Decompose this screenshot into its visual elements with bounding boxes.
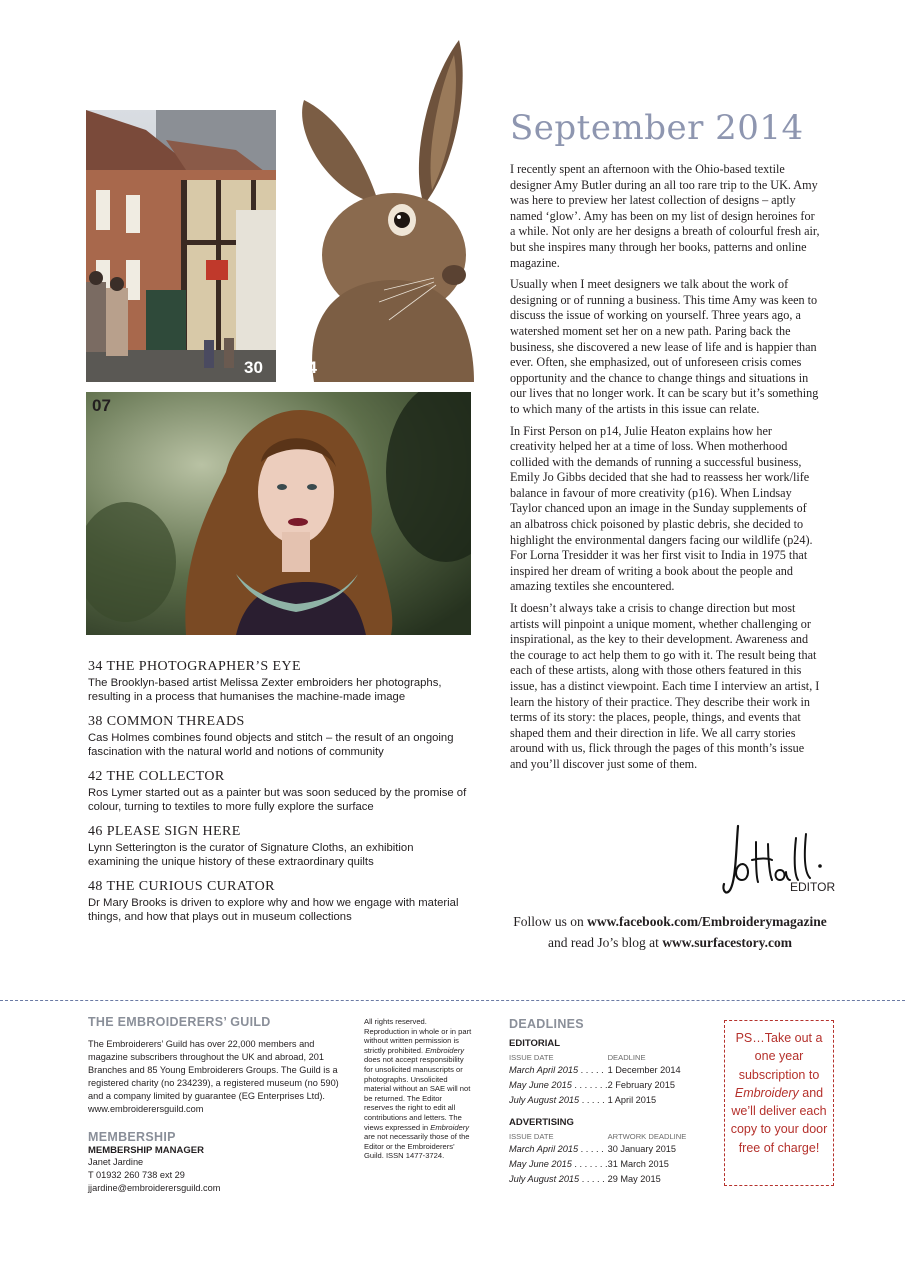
table-row — [509, 1093, 681, 1108]
rights-magazine-2: Embroidery — [430, 1122, 470, 1132]
promo-text-before: PS…Take out a one year subscription to — [735, 1031, 823, 1082]
contents-page: 42 — [88, 769, 103, 784]
blog-prefix: and read Jo’s blog at — [547, 935, 663, 950]
contents-item[interactable] — [88, 768, 468, 814]
artwork-deadline-header: ARTWORK DEADLINE — [607, 1132, 687, 1141]
issue-date: May June 2015 — [509, 1080, 572, 1090]
subscription-promo-box[interactable] — [724, 1020, 834, 1186]
issue-date: May June 2015 — [509, 1159, 572, 1169]
editorial-paragraph: Usually when I meet designers we talk about the work of designing or of running a business. This time Amy was keen to discuss the issue of working on yourself. Three years ago, a watershed moment set her on a new path. Paring back the business, she discovered a new lease of life and is happier than ever. Often, she emphasized, out of unforeseen crisis comes opportunity and the chance to change things and situations in our lives that no longer work. It can be scary but it’s something to which many of the artists in this issue can relate. — [510, 277, 819, 416]
rights-magazine-1: Embroidery — [425, 1045, 465, 1055]
membership-phone: T 01932 260 738 ext 29 — [88, 1170, 185, 1180]
page-number-24: 24 — [298, 358, 317, 377]
contents-desc: Dr Mary Brooks is driven to explore why and how we engage with material things, and how that plays out in museum collections — [88, 897, 459, 923]
editorial-body — [510, 162, 820, 779]
leader-dots: . . . . . — [578, 1065, 604, 1075]
membership-role: MEMBERSHIP MANAGER — [88, 1145, 204, 1156]
deadline-header: DEADLINE — [607, 1053, 646, 1062]
deadline-date: 29 May 2015 — [607, 1174, 661, 1184]
rights-line-2: does not accept responsibility for unsolicited manuscripts or photographs. Unsolicited material without an SAE will not be returned. The Editor reserves the right to edit all contributions and letters. The views expressed in — [364, 1055, 471, 1132]
membership-heading: MEMBERSHIP — [88, 1130, 176, 1144]
editorial-deadlines-label: EDITORIAL — [509, 1038, 561, 1049]
leader-dots: . . . . . — [578, 1144, 604, 1154]
contents-title: THE COLLECTOR — [106, 769, 225, 784]
editorial-paragraph: It doesn’t always take a crisis to change direction but most artists will pinpoint a unique moment, whether challenging or inspirational, as the key to their development. Awareness and the courage to act help them to go with it. The result being that each of these artists, along with those others featured in this issue, has a distinct viewpoint. Each time I interview an artist, I learn the history of their practice. They describe their work in terms of its story: the places, people, things, and events that shaped them and their direction in life. We all carry stories around with us, flick through the pages of this month’s issue and you’ll discover just some of them. — [510, 601, 820, 771]
contents-page: 34 — [88, 659, 103, 674]
table-row — [509, 1172, 686, 1187]
rights-line-3: are not necessarily those of the Editor or the Embroiderers’ Guild. ISSN 1477-3724. — [364, 1132, 470, 1161]
signature-text: JoHall. — [720, 820, 724, 821]
issue-date: July August 2015 — [509, 1174, 580, 1184]
contents-page: 38 — [88, 714, 103, 729]
page-number-07: 07 — [92, 396, 111, 415]
promo-magazine-name: Embroidery — [734, 1085, 799, 1100]
editorial-title: September 2014 — [510, 108, 804, 148]
table-row — [509, 1063, 681, 1078]
deadlines-heading: DEADLINES — [509, 1017, 584, 1031]
deadline-date: 30 January 2015 — [607, 1144, 677, 1154]
issue-date: March April 2015 — [509, 1065, 579, 1075]
contents-title: THE PHOTOGRAPHER’S EYE — [106, 659, 301, 674]
guild-text: The Embroiderers’ Guild has over 22,000 members and magazine subscribers throughout the UK and abroad, 201 Branches and 85 Young Embroiderers Groups. The Guild is a registered charity (no 234239), a registered museum (no 590) and a company limited by guarantee (EG Enterprises Ltd). www.embroiderersguild.com — [88, 1039, 339, 1114]
contents-item[interactable] — [88, 713, 468, 759]
blog-link[interactable]: www.surfacestory.com — [662, 935, 793, 950]
contents-item[interactable] — [88, 823, 468, 869]
leader-dots: . . . . . — [579, 1174, 605, 1184]
contents-title: PLEASE SIGN HERE — [106, 824, 241, 839]
contents-title: THE CURIOUS CURATOR — [106, 879, 275, 894]
advertising-deadlines-label: ADVERTISING — [509, 1117, 574, 1128]
follow-line — [480, 914, 860, 930]
follow-prefix: Follow us on — [513, 914, 588, 929]
editorial-paragraph: I recently spent an afternoon with the Ohio-based textile designer Amy Butler during an all too rare trip to the UK. Amy was here to preview her latest collection of designs – aptly named ‘glow’. Amy has been on my list of design heroines for a while. Not only are her designs a breath of colourful fresh air, but she inspires many through her books, patterns and online magazine. — [510, 162, 820, 270]
contents-desc: Cas Holmes combines found objects and stitch – the result of an ongoing fascination with the natural world and notions of community — [88, 732, 454, 758]
editorial-deadlines-table — [509, 1052, 681, 1108]
blog-line — [480, 935, 860, 951]
membership-email[interactable]: jjardine@embroiderersguild.com — [88, 1183, 221, 1193]
contents-item[interactable] — [88, 878, 468, 924]
leader-dots: . . . . . — [579, 1095, 605, 1105]
membership-name: Janet Jardine — [88, 1157, 144, 1167]
street-photo — [86, 110, 276, 382]
rights-notice — [364, 1017, 472, 1161]
deadline-date: 31 March 2015 — [607, 1159, 669, 1169]
footer-divider — [0, 1000, 905, 1001]
advertising-deadlines-table — [509, 1131, 686, 1187]
deadline-date: 1 December 2014 — [607, 1065, 681, 1075]
membership-section — [88, 1130, 340, 1195]
deadlines-header-row — [509, 1052, 681, 1063]
contents-page: 48 — [88, 879, 103, 894]
deadline-date: 1 April 2015 — [607, 1095, 657, 1105]
contents-title: COMMON THREADS — [106, 714, 245, 729]
issue-date: July August 2015 — [509, 1095, 580, 1105]
contents-page: 46 — [88, 824, 103, 839]
guild-section — [88, 1015, 340, 1116]
portrait-photo — [86, 392, 471, 635]
issue-date-header: ISSUE DATE — [509, 1053, 554, 1062]
page-number-30: 30 — [244, 358, 263, 377]
deadline-date: 2 February 2015 — [607, 1080, 675, 1090]
editorial-paragraph: In First Person on p14, Julie Heaton explains how her creativity helped her at a time of loss. When motherhood collided with the demands of running a successful business, Emily Jo Gibbs decided that she had to reassess her work/life balance in favour of more creativity (p16). When Lindsay Taylor chanced upon an image in the Sunday supplements of an albatross chick poisoned by plastic debris, she decided to highlight the environmental dangers facing our wildlife (p24). For Lorna Tresidder it was her first visit to India in 1975 that inspired her dream of writing a book about the people and amazing textiles she encountered. — [510, 423, 813, 594]
contents-desc: Ros Lymer started out as a painter but was soon seduced by the promise of colour, turning to textiles to more fully explore the surface — [88, 787, 467, 813]
contents-list — [88, 658, 468, 933]
promo-text-after: and we’ll deliver each copy to your door free of charge! — [730, 1085, 828, 1155]
contents-item[interactable] — [88, 658, 468, 704]
editor-label: EDITOR — [790, 880, 836, 894]
table-row — [509, 1078, 681, 1093]
issue-date-header: ISSUE DATE — [509, 1132, 554, 1141]
table-row — [509, 1142, 686, 1157]
contents-desc: Lynn Setterington is the curator of Signature Cloths, an exhibition examining the unique history of these extraordinary quilts — [88, 842, 414, 868]
deadlines-section — [509, 1017, 709, 1187]
contents-desc: The Brooklyn-based artist Melissa Zexter embroiders her photographs, resulting in a process that humanises the machine-made image — [88, 677, 442, 703]
issue-date: March April 2015 — [509, 1144, 579, 1154]
rights-line-1: All rights reserved. Reproduction in whole or in part without written permission is strictly prohibited. — [364, 1017, 472, 1055]
table-row — [509, 1157, 686, 1172]
subscription-promo-text — [725, 1021, 833, 1165]
hare-photo — [284, 40, 474, 382]
leader-dots: . . . . . . . — [571, 1080, 608, 1090]
facebook-link[interactable]: www.facebook.com/Embroiderymagazine — [587, 914, 827, 929]
leader-dots: . . . . . . . — [571, 1159, 608, 1169]
deadlines-header-row — [509, 1131, 686, 1142]
guild-heading: THE EMBROIDERERS’ GUILD — [88, 1015, 271, 1029]
